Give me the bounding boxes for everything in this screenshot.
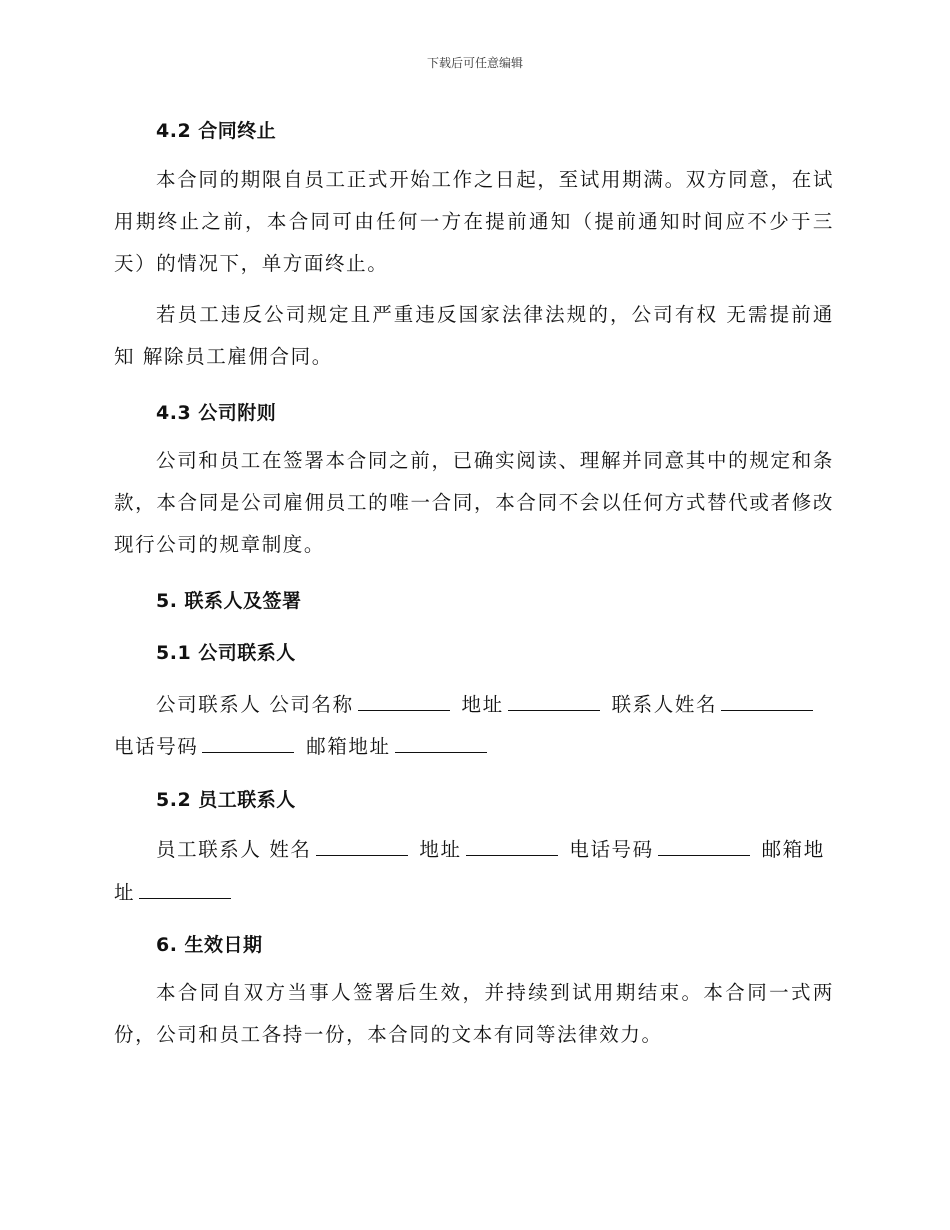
section-6-title: 6. 生效日期 (156, 934, 263, 956)
section-4-3-paragraph-1: 公司和员工在签署本合同之前，已确实阅读、理解并同意其中的规定和条款，本合同是公司雇佣员工的唯一合同，本合同不会以任何方式替代或者修改现行公司的规章制度。 (114, 449, 834, 556)
section-4-2-paragraph-1: 本合同的期限自员工正式开始工作之日起，至试用期满。双方同意，在试用期终止之前，本合同可由任何一方在提前通知（提前通知时间应不少于三天）的情况下，单方面终止。 (114, 168, 834, 275)
employee-phone-field[interactable] (658, 837, 750, 856)
section-5-2-title: 5.2 员工联系人 (156, 789, 296, 811)
employee-phone-label: 电话号码 (569, 838, 654, 861)
page-header: 下载后可任意编辑 (426, 56, 523, 70)
company-phone-field[interactable] (202, 734, 294, 753)
company-address-label: 地址 (461, 693, 504, 716)
employee-email-label-part-1: 邮箱地 (761, 838, 825, 861)
section-4-2-paragraph-2: 若员工违反公司规定且严重违反国家法律法规的，公司有权 无需提前通知 解除员工雇佣合同。 (114, 303, 834, 368)
contact-person-name-label: 联系人姓名 (611, 693, 718, 716)
employee-contact-label: 员工联系人 (156, 838, 262, 861)
employee-contact-line-2 (114, 877, 235, 905)
employee-address-field[interactable] (466, 837, 558, 856)
section-5-1-title: 5.1 公司联系人 (156, 642, 296, 664)
employee-email-field[interactable] (139, 880, 231, 899)
section-6-paragraph-1: 本合同自双方当事人签署后生效，并持续到试用期结束。本合同一式两份，公司和员工各持一份，本合同的文本有同等法律效力。 (114, 981, 834, 1046)
employee-contact-line-1 (156, 834, 825, 862)
company-address-field[interactable] (508, 692, 600, 711)
section-4-2-title: 4.2 合同终止 (156, 120, 277, 142)
company-email-field[interactable] (395, 734, 487, 753)
contact-person-name-field[interactable] (721, 692, 813, 711)
section-5-title: 5. 联系人及签署 (156, 590, 302, 612)
company-contact-label: 公司联系人 (156, 693, 262, 716)
employee-name-field[interactable] (316, 837, 408, 856)
employee-address-label: 地址 (419, 838, 462, 861)
company-name-label: 公司名称 (269, 693, 354, 716)
company-contact-line-1 (156, 689, 817, 717)
company-phone-label: 电话号码 (114, 735, 199, 758)
employee-email-label-part-2: 址 (114, 881, 136, 904)
company-email-label: 邮箱地址 (306, 735, 391, 758)
company-name-field[interactable] (358, 692, 450, 711)
company-contact-line-2 (114, 731, 491, 759)
section-4-3-title: 4.3 公司附则 (156, 402, 277, 424)
employee-name-label: 姓名 (269, 838, 312, 861)
